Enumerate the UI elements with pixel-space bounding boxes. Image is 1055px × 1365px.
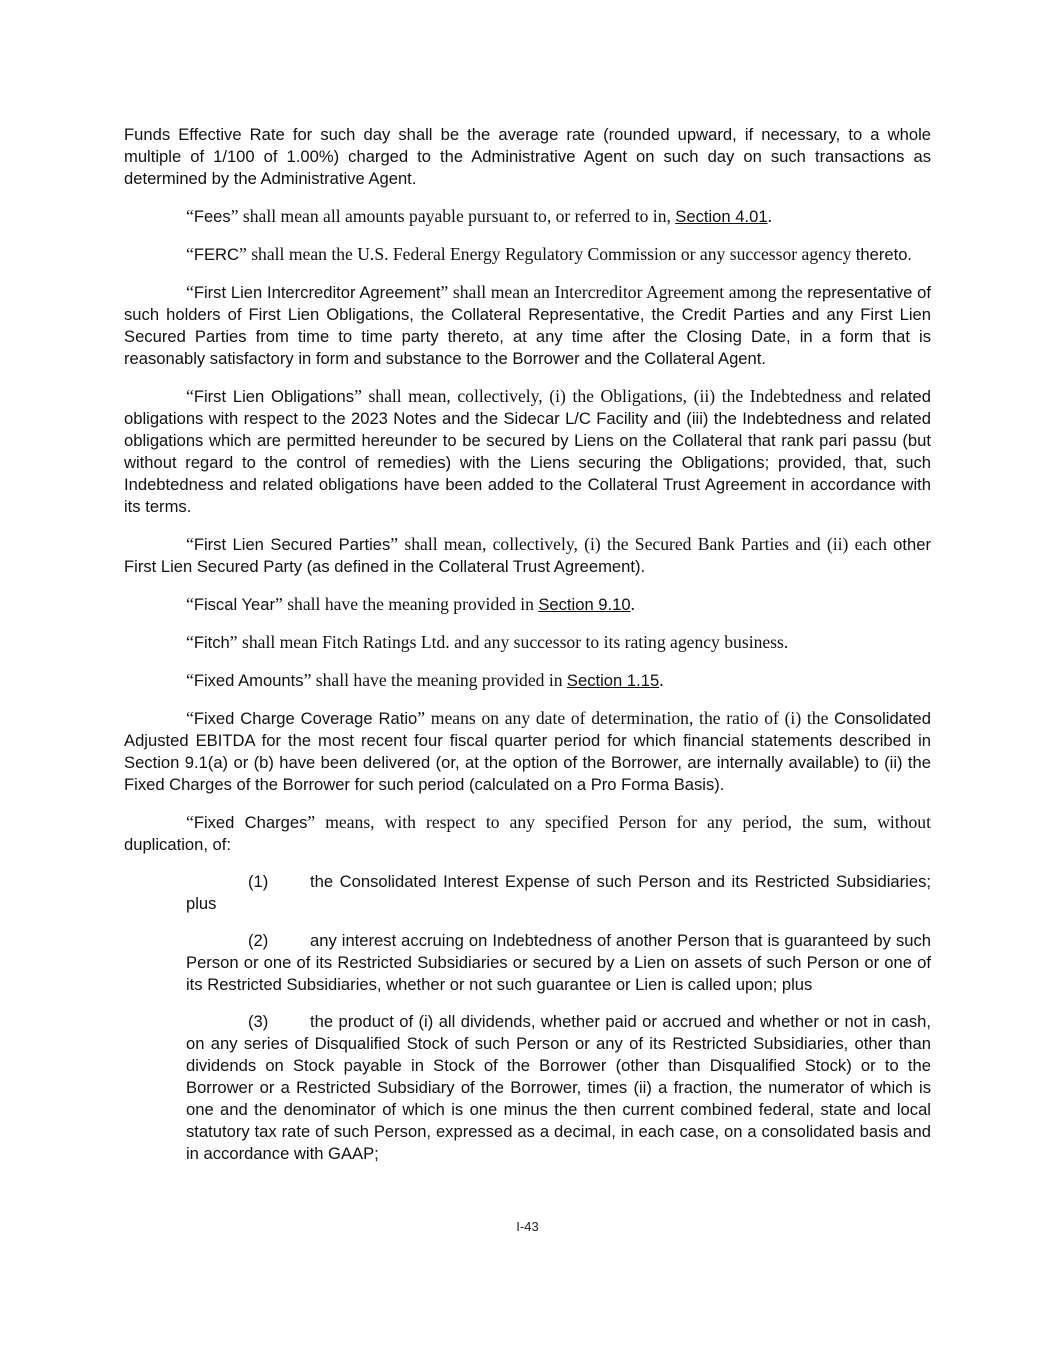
- definition-first-lien-intercreditor-agreement: [124, 281, 931, 370]
- clause-text: the Consolidated Interest Expense of such Person and its Restricted Subsidiaries; plus: [186, 872, 931, 913]
- definition-tail: representative of such holders of First Lien Obligations, the Collateral Representative, the Credit Parties and any First Lien Secured Parties from time to time party thereto, at any time after the Closing Date, in a form that is reasonably satisfactory in form and substance to the Borrower and the Collateral Agent.: [124, 283, 932, 368]
- definition-text: means on any date of determination, the ratio of (i) the: [425, 708, 835, 728]
- open-quote: “: [186, 386, 194, 406]
- intro-paragraph: Funds Effective Rate for such day shall be the average rate (rounded upward, if necessary, to a whole multiple of 1/100 of 1.00%) charged to the Administrative Agent on such day on such transactions as determined by the Administrative Agent.: [124, 125, 931, 188]
- open-quote: “: [186, 244, 194, 264]
- open-quote: “: [186, 708, 194, 728]
- definition-fixed-charges: [124, 811, 931, 856]
- definition-tail: related obligations with respect to the 2023 Notes and the Sidecar L/C Facility and (iii) the Indebtedness and related obligations which are permitted hereunder to be secured by Liens on the Collateral that rank pari passu (but without regard to the control of remedies) with the Liens securing the Obligations; provided, that, such Indebtedness and related obligations have been added to the Collateral Trust Agreement in accordance with its terms.: [124, 387, 931, 516]
- clause-text: the product of (i) all dividends, whether paid or accrued and whether or not in cash, on any series of Disqualified Stock of such Person or any of its Restricted Subsidiaries, other than dividends on Stock payable in Stock of the Borrower (other than Disqualified Stock) or to the Borrower or a Restricted Subsidiary of the Borrower, times (ii) a fraction, the numerator of which is one and the denominator of which is one minus the then current combined federal, state and local statutory tax rate of such Person, expressed as a decimal, in each case, on a consolidated basis and in accordance with GAAP;: [186, 1012, 931, 1163]
- open-quote: “: [186, 812, 194, 832]
- clause-item: [186, 1011, 931, 1165]
- definition-tail: thereto.: [855, 245, 913, 264]
- definition-first-lien-obligations: [124, 385, 931, 518]
- page-number: I-43: [516, 1219, 539, 1234]
- clause-number: (2): [248, 931, 269, 950]
- definition-tail: .: [767, 206, 772, 226]
- close-quote: ”: [303, 670, 312, 690]
- defined-term: First Lien Intercreditor Agreement: [193, 283, 441, 302]
- definition-text: shall mean, collectively, (i) the Secured Bank Parties and (ii) each: [398, 534, 894, 554]
- definition-fitch: [124, 631, 931, 654]
- definition-text: means, with respect to any specified Person for any period, the sum, without: [315, 812, 931, 832]
- definition-fixed-amounts: [124, 669, 931, 692]
- definition-first-lien-secured-parties: [124, 533, 931, 578]
- definition-fees: [124, 205, 931, 228]
- definition-tail: duplication, of:: [124, 835, 232, 854]
- clause-text: any interest accruing on Indebtedness of another Person that is guaranteed by such Person or one of its Restricted Subsidiaries or secured by a Lien on assets of such Person or one of its Restricted Subsidiaries, whether or not such guarantee or Lien is called upon; plus: [186, 931, 931, 994]
- definition-text: shall mean, collectively, (i) the Obligations, (ii) the Indebtedness and: [361, 386, 881, 406]
- open-quote: “: [186, 670, 194, 690]
- defined-term: First Lien Secured Parties: [193, 535, 391, 554]
- definition-ferc: [124, 243, 931, 266]
- open-quote: “: [186, 206, 194, 226]
- defined-term: Fitch: [193, 633, 230, 652]
- clause-number: (1): [248, 872, 269, 891]
- defined-term: Fiscal Year: [193, 595, 275, 614]
- defined-term: Fixed Charge Coverage Ratio: [193, 709, 418, 728]
- defined-term: Fixed Charges: [193, 813, 308, 832]
- open-quote: “: [186, 632, 194, 652]
- definition-tail: other First Lien Secured Party (as defined in the Collateral Trust Agreement).: [124, 535, 931, 576]
- definition-fixed-charge-coverage-ratio: [124, 707, 931, 796]
- document-body: [124, 124, 931, 1180]
- section-reference-link[interactable]: Section 4.01: [675, 207, 768, 226]
- definition-text: shall mean an Intercreditor Agreement among the: [448, 282, 808, 302]
- close-quote: ”: [390, 534, 399, 554]
- definition-text: shall mean Fitch Ratings Ltd. and any successor to its rating agency business.: [237, 632, 789, 652]
- definition-text: shall have the meaning provided in: [282, 594, 539, 614]
- close-quote: ”: [354, 386, 362, 406]
- definition-text: shall mean all amounts payable pursuant to, or referred to in,: [238, 206, 676, 226]
- close-quote: ”: [238, 244, 247, 264]
- close-quote: ”: [440, 282, 449, 302]
- close-quote: ”: [229, 632, 238, 652]
- definition-text: shall mean the U.S. Federal Energy Regulatory Commission or any successor agency: [246, 244, 856, 264]
- definition-text: shall have the meaning provided in: [311, 670, 567, 690]
- close-quote: ”: [417, 708, 426, 728]
- defined-term: Fees: [193, 207, 231, 226]
- defined-term: First Lien Obligations: [193, 387, 355, 406]
- definition-tail: .: [630, 594, 635, 614]
- open-quote: “: [186, 534, 194, 554]
- clause-number: (3): [248, 1012, 269, 1031]
- open-quote: “: [186, 594, 194, 614]
- section-reference-link[interactable]: Section 9.10: [538, 595, 631, 614]
- definition-tail: .: [659, 670, 664, 690]
- definition-tail: Consolidated Adjusted EBITDA for the most recent four fiscal quarter period for which financial statements described in Section 9.1(a) or (b) have been delivered (or, at the option of the Borrower, are internally available) to (ii) the Fixed Charges of the Borrower for such period (calculated on a Pro Forma Basis).: [124, 709, 931, 794]
- defined-term: FERC: [193, 245, 239, 264]
- close-quote: ”: [274, 594, 283, 614]
- close-quote: ”: [307, 812, 316, 832]
- definition-fiscal-year: [124, 593, 931, 616]
- defined-term: Fixed Amounts: [193, 671, 304, 690]
- clause-item: [186, 930, 931, 996]
- clause-item: [186, 871, 931, 915]
- section-reference-link[interactable]: Section 1.15: [566, 671, 660, 690]
- close-quote: ”: [230, 206, 239, 226]
- open-quote: “: [186, 282, 194, 302]
